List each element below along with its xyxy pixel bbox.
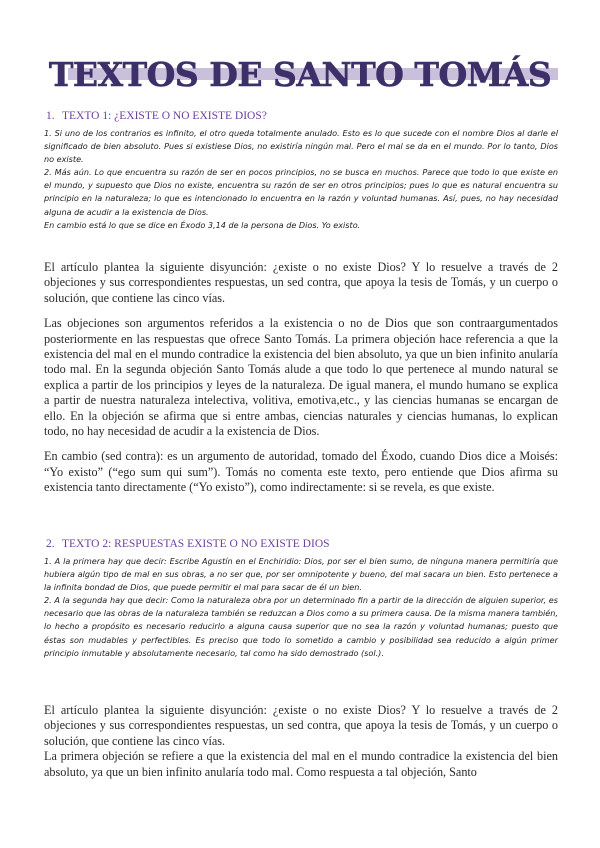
body-paragraph: En cambio (sed contra): es un argumento de autoridad, tomado del Éxodo, cuando Dios dice a Moisés: “Yo existo” (“ego sum qui sum”). Tomás no comenta este texto, pero entiende que Dios afirma su existencia tanto directamente (“Yo existo”), como indirectamente: si se revela, es que existe. [44, 449, 558, 495]
section-1-heading [46, 110, 267, 122]
quote-paragraph: 1. A la primera hay que decir: Escribe Agustín en el Enchiridio: Dios, por ser el bien sumo, de ninguna manera permitiría que hubiera algún tipo de mal en sus obras, a no ser que, por ser omnipotente y bueno, del mal sacara un bien. Esto pertenece a la infinita bondad de Dios, que puede permitir el mal para sacar de él un bien. [44, 556, 558, 593]
body-paragraph: Las objeciones son argumentos referidos a la existencia o no de Dios que son contraargumentados posteriormente en las respuestas que ofrece Santo Tomás. La primera objeción hace referencia a que la existencia del mal en el mundo contradice la existencia del bien absoluto, ya que un bien infinito anularía todo mal. En la segunda objeción Santo Tomás alude a que todo lo que pertenece al mundo natural se explica a partir de los principios y leyes de la naturaleza. De igual manera, el mundo humano se explica a partir de nuestra naturaleza intelectiva, volitiva, emotiva,etc., y las ciencias humanas se encargan de ello. En la objeción se afirma que si entre ambas, ciencias naturales y ciencias humanas, lo explican todo, no hay necesidad de acudir a la existencia de Dios. [44, 316, 558, 439]
body-paragraph: El artículo plantea la siguiente disyunción: ¿existe o no existe Dios? Y lo resuelve a través de 2 objeciones y sus correspondientes respuestas, un sed contra, que apoya la tesis de Tomás, y un cuerpo o solución, que contiene las cinco vías. [44, 703, 558, 748]
section-2-body [44, 703, 558, 780]
page-title: TEXTOS DE SANTO TOMÁS [48, 55, 552, 94]
quote-paragraph: 2. Más aún. Lo que encuentra su razón de ser en pocos principios, no se busca en muchos. Parece que todo lo que existe en el mundo, y supuesto que Dios no existe, encuentra su razón de ser en otros principios; pues lo que es natural encuentra su principio en la naturaleza; lo que es intencionado lo encuentra en la razón y voluntad humanas. Así, pues, no hay necesidad alguna de acudir a la existencia de Dios. [44, 167, 558, 217]
title-block [0, 52, 600, 102]
section-1-number: 1. [46, 110, 55, 122]
quote-paragraph: 1. Si uno de los contrarios es infinito, el otro queda totalmente anulado. Esto es lo que sucede con el nombre Dios al darle el significado de bien absoluto. Pues si existiese Dios, no existiría ningún mal. Pero el mal se da en el mundo. Por lo tanto, Dios no existe. [44, 128, 558, 165]
section-2-quote [44, 555, 558, 660]
section-1-body [44, 260, 558, 496]
section-2-title: TEXTO 2: RESPUESTAS EXISTE O NO EXISTE DIOS [62, 538, 330, 550]
body-paragraph: La primera objeción se refiere a que la existencia del mal en el mundo contradice la existencia del bien absoluto, ya que un bien infinito anularía todo mal. Como respuesta a tal objeción, Santo [44, 749, 558, 779]
section-2-heading [46, 538, 330, 550]
section-2-number: 2. [46, 538, 55, 550]
section-1-quote [44, 127, 558, 232]
quote-paragraph: 2. A la segunda hay que decir: Como la naturaleza obra por un determinado fin a partir de la dirección de alguien superior, es necesario que las obras de la naturaleza también se reduzcan a Dios como a su primera causa. De la misma manera también, lo hecho a propósito es necesario reducirlo a alguna causa superior que no sea la razón y voluntad humanas; puesto que éstas son mudables y perfectibles. Es preciso que todo lo sometido a cambio y posibilidad sea reducido a algún primer principio inmutable y absolutamente necesario, tal como ha sido demostrado (sol.). [44, 595, 558, 658]
section-1-title: TEXTO 1: ¿EXISTE O NO EXISTE DIOS? [62, 110, 267, 122]
quote-paragraph: En cambio está lo que se dice en Éxodo 3,14 de la persona de Dios. Yo existo. [44, 219, 361, 230]
body-paragraph: El artículo plantea la siguiente disyunción: ¿existe o no existe Dios? Y lo resuelve a través de 2 objeciones y sus correspondientes respuestas, un sed contra, que apoya la tesis de Tomás, y un cuerpo o solución, que contiene las cinco vías. [44, 260, 558, 305]
